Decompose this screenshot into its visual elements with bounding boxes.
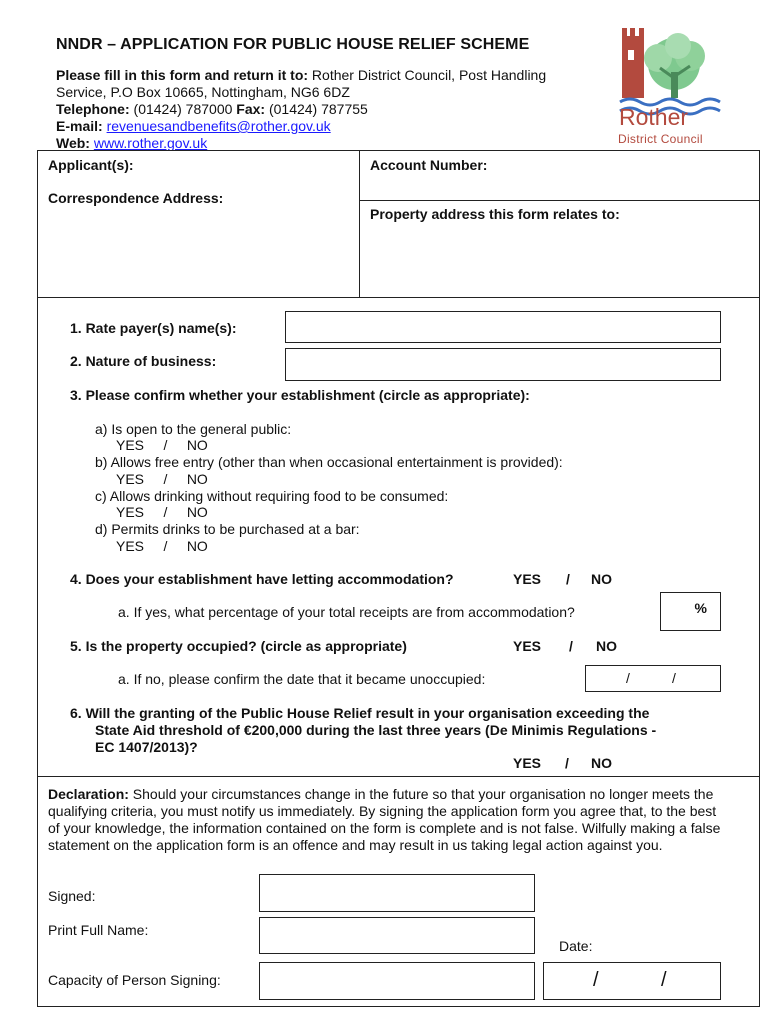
- accommodation-percentage-field[interactable]: [660, 592, 721, 631]
- slash-separator: /: [163, 504, 168, 520]
- no-option[interactable]: NO: [186, 437, 208, 453]
- date-separator-1: /: [593, 969, 599, 991]
- print-full-name-label: Print Full Name:: [48, 922, 149, 938]
- no-option[interactable]: NO: [186, 504, 208, 520]
- print-full-name-field[interactable]: [259, 917, 535, 954]
- rate-payer-name-field[interactable]: [285, 311, 721, 343]
- declaration-text: [48, 786, 728, 854]
- question-3b-label: b) Allows free entry (other than when occasional entertainment is provided):: [95, 454, 563, 470]
- return-address-line-1: Rother District Council, Post Handling: [308, 67, 547, 83]
- declaration-body: Should your circumstances change in the future so that your organisation no longer meets the qualifying criteria, you must notify us immediately. By signing the application form you agree that, to the best of your knowledge, the information contained on the form is complete and is not false. Wilfully making a false statement on the application form is an offence and may result in us taking legal action against you.: [48, 786, 721, 853]
- q4-slash: /: [566, 571, 570, 587]
- contact-phone-line: [56, 101, 368, 118]
- question-3-label: 3. Please confirm whether your establishment (circle as appropriate):: [70, 387, 530, 403]
- question-3d-label: d) Permits drinks to be purchased at a bar:: [95, 521, 360, 537]
- q3a-yes-no[interactable]: [116, 437, 208, 453]
- yes-option[interactable]: YES: [116, 437, 145, 453]
- logo-name-rother: Rother: [619, 104, 689, 130]
- no-option[interactable]: NO: [186, 538, 208, 554]
- date-separator-2: /: [661, 969, 667, 991]
- q6-yes-option[interactable]: YES: [513, 755, 542, 771]
- slash-separator: /: [163, 538, 168, 554]
- date-separator-2: /: [672, 670, 676, 686]
- slash-separator: /: [163, 437, 168, 453]
- slash-separator: /: [163, 471, 168, 487]
- q3d-yes-no[interactable]: [116, 538, 208, 554]
- no-option[interactable]: NO: [186, 471, 208, 487]
- question-6-line-2: State Aid threshold of €200,000 during the last three years (De Minimis Regulations -: [95, 722, 657, 738]
- yes-option[interactable]: YES: [116, 471, 145, 487]
- signed-label: Signed:: [48, 888, 96, 904]
- telephone-value: (01424) 787000: [129, 101, 237, 117]
- percent-sign: %: [694, 600, 707, 616]
- divider-declaration: [37, 776, 760, 777]
- email-line: [56, 118, 331, 135]
- unoccupied-date-field[interactable]: [585, 665, 721, 692]
- q4-no-option[interactable]: NO: [591, 571, 612, 587]
- question-6-line-1: 6. Will the granting of the Public House Relief result in your organisation exceeding the: [70, 705, 650, 721]
- signature-field[interactable]: [259, 874, 535, 912]
- date-label: Date:: [559, 938, 593, 954]
- nature-of-business-field[interactable]: [285, 348, 721, 381]
- date-separator-1: /: [626, 670, 630, 686]
- question-2-label: 2. Nature of business:: [70, 353, 217, 369]
- question-3a-label: a) Is open to the general public:: [95, 421, 292, 437]
- yes-option[interactable]: YES: [116, 504, 145, 520]
- telephone-label: Telephone:: [56, 101, 130, 117]
- email-label: E-mail:: [56, 118, 103, 134]
- logo-name-district-council: District Council: [618, 132, 703, 146]
- tree-icon: [644, 33, 705, 98]
- q5-slash: /: [569, 638, 573, 654]
- yes-option[interactable]: YES: [116, 538, 145, 554]
- divider-account: [359, 200, 760, 201]
- question-3c-label: c) Allows drinking without requiring food to be consumed:: [95, 488, 449, 504]
- question-5a-label: a. If no, please confirm the date that it became unoccupied:: [118, 671, 486, 687]
- declaration-label: Declaration:: [48, 786, 129, 802]
- account-number-label: Account Number:: [370, 157, 488, 173]
- q6-slash: /: [565, 755, 569, 771]
- fax-value: (01424) 787755: [265, 101, 368, 117]
- question-4-label: 4. Does your establishment have letting accommodation?: [70, 571, 454, 587]
- question-6-line-3: EC 1407/2013)?: [95, 739, 198, 755]
- question-1-label: 1. Rate payer(s) name(s):: [70, 320, 237, 336]
- q5-yes-option[interactable]: YES: [513, 638, 542, 654]
- correspondence-address-label: Correspondence Address:: [48, 190, 224, 206]
- question-4a-label: a. If yes, what percentage of your total receipts are from accommodation?: [118, 604, 575, 620]
- applicants-label: Applicant(s):: [48, 157, 134, 173]
- signature-date-field[interactable]: [543, 962, 721, 1000]
- email-link[interactable]: revenuesandbenefits@rother.gov.uk: [106, 118, 331, 134]
- divider-vertical: [359, 150, 360, 297]
- question-5-label: 5. Is the property occupied? (circle as appropriate): [70, 638, 407, 654]
- q4-yes-option[interactable]: YES: [513, 571, 542, 587]
- return-line-1: [56, 67, 546, 84]
- web-label: Web:: [56, 135, 90, 151]
- return-address-line-2: Service, P.O Box 10665, Nottingham, NG6 6DZ: [56, 84, 350, 100]
- fax-label: Fax:: [236, 101, 266, 117]
- castle-tower-icon: [622, 28, 644, 98]
- web-link[interactable]: www.rother.gov.uk: [93, 135, 208, 151]
- capacity-label: Capacity of Person Signing:: [48, 972, 221, 988]
- divider-applicant-section: [37, 297, 760, 298]
- form-title: NNDR – APPLICATION FOR PUBLIC HOUSE RELIEF SCHEME: [56, 36, 530, 53]
- q3b-yes-no[interactable]: [116, 471, 208, 487]
- q5-no-option[interactable]: NO: [596, 638, 617, 654]
- q6-no-option[interactable]: NO: [591, 755, 612, 771]
- return-label: Please fill in this form and return it to:: [56, 67, 309, 83]
- capacity-field[interactable]: [259, 962, 535, 1000]
- q3c-yes-no[interactable]: [116, 504, 208, 520]
- property-address-label: Property address this form relates to:: [370, 206, 620, 222]
